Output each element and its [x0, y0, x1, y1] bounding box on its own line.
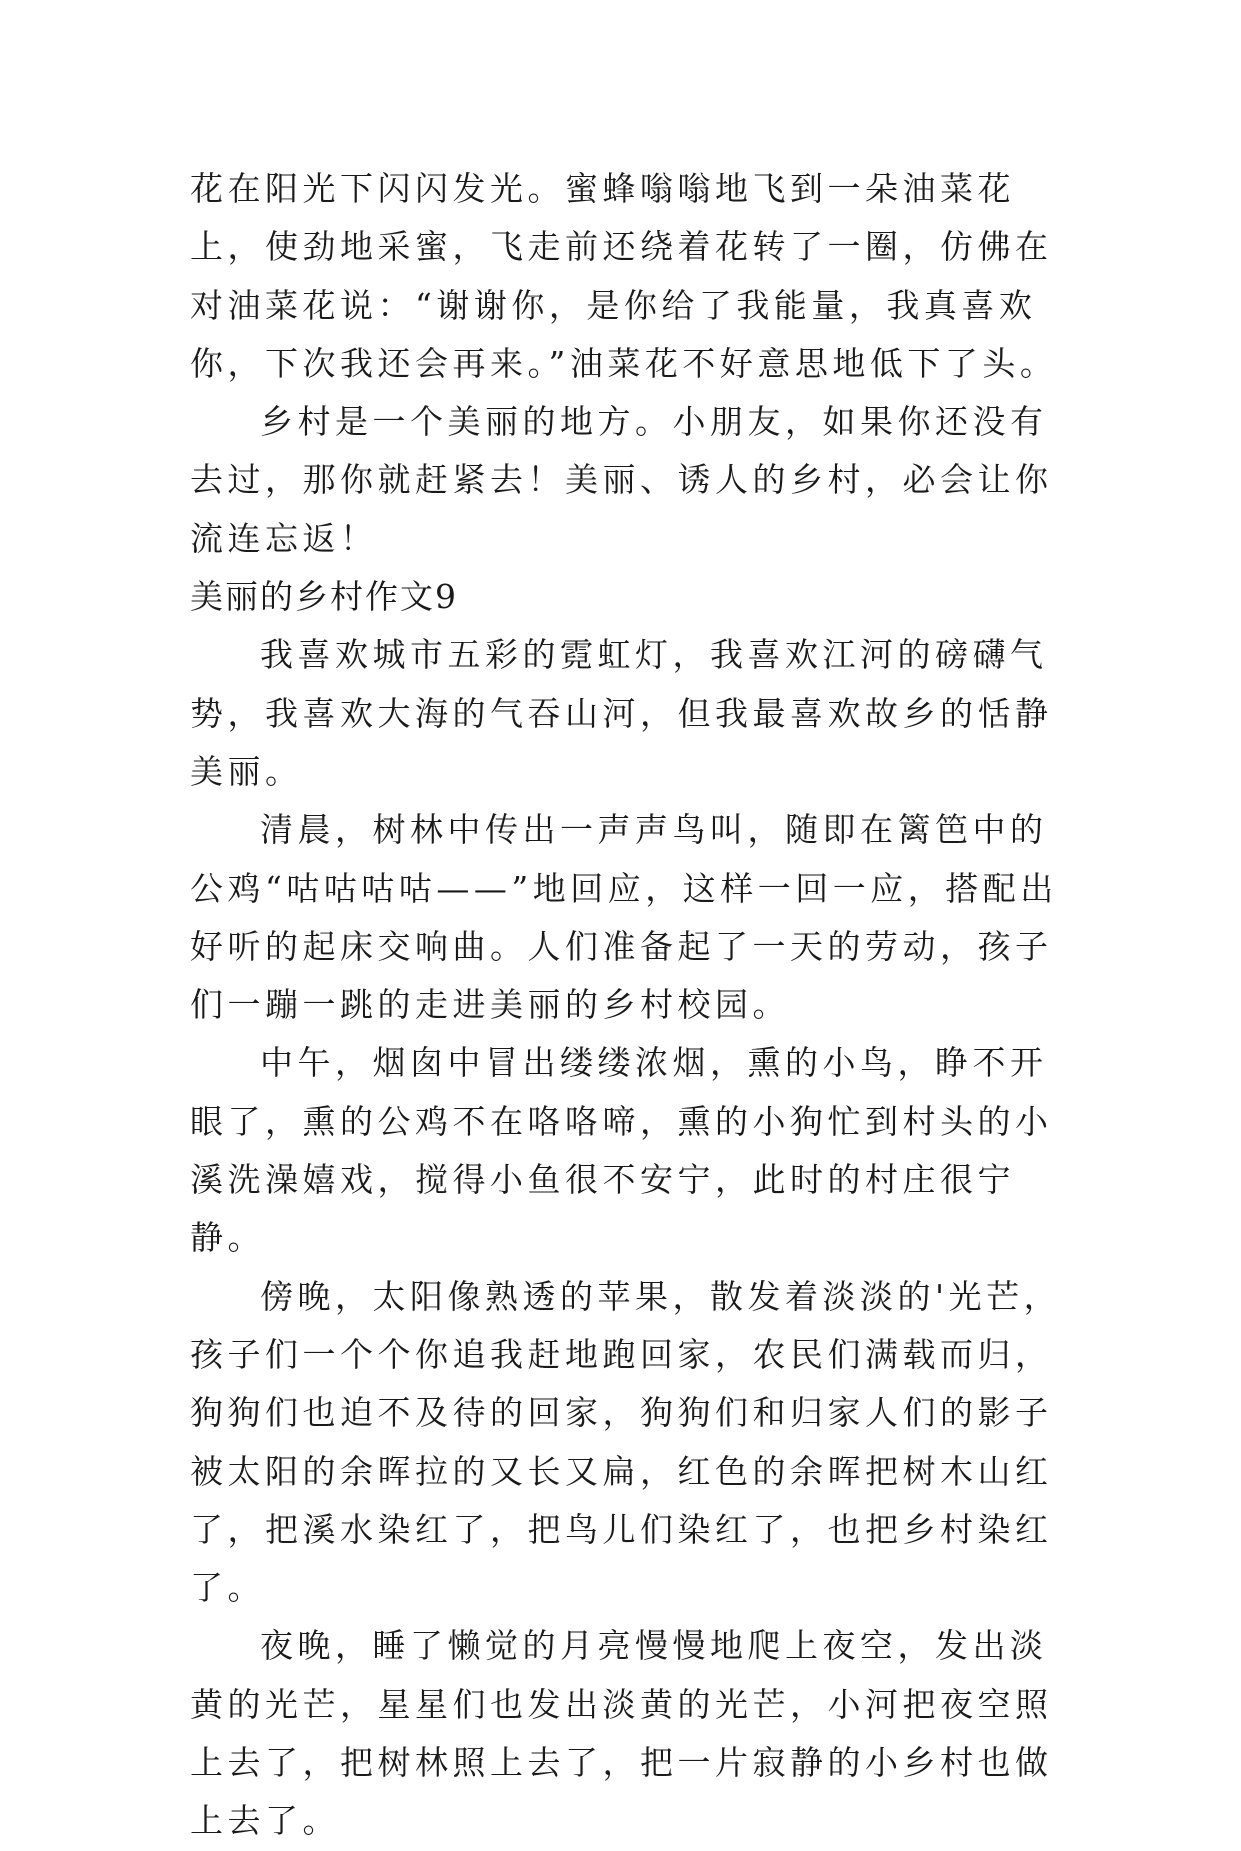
paragraph-conclusion: 乡村是一个美丽的地方。小朋友，如果你还没有去过，那你就赶紧去！美丽、诱人的乡村，必会让你流连忘返！	[190, 402, 1053, 558]
essay-paragraph-morning: 清晨，树林中传出一声声鸟叫，随即在篱笆中的公鸡“咕咕咕咕——”地回应，这样一回一应，搭配出好听的起床交响曲。人们准备起了一天的劳动，孩子们一蹦一跳的走进美丽的乡村校园。	[190, 810, 1058, 1025]
essay-paragraph-evening: 傍晚，太阳像熟透的苹果，散发着淡淡的'光芒，孩子们一个个你追我赶地跑回家，农民们满载而归，狗狗们也迫不及待的回家，狗狗们和归家人们的影子被太阳的余晖拉的又长又扁，红色的余晖把树木山红了，把溪水染红了，把鸟儿们染红了，也把乡村染红了。	[190, 1276, 1062, 1608]
essay-paragraph-noon: 中午，烟囱中冒出缕缕浓烟，熏的小鸟，睁不开眼了，熏的公鸡不在咯咯啼，熏的小狗忙到村头的小溪洗澡嬉戏，搅得小鱼很不安宁，此时的村庄很宁静。	[190, 1043, 1053, 1258]
essay-paragraph-intro: 我喜欢城市五彩的霓虹灯，我喜欢江河的磅礴气势，我喜欢大海的气吞山河，但我最喜欢故乡的恬静美丽。	[190, 635, 1053, 791]
essay-title: 美丽的乡村作文9	[190, 577, 458, 617]
document-page	[190, 160, 1070, 1851]
essay-paragraph-night: 夜晚，睡了懒觉的月亮慢慢地爬上夜空，发出淡黄的光芒，星星们也发出淡黄的光芒，小河把夜空照上去了，把树林照上去了，把一片寂静的小乡村也做上去了。	[190, 1626, 1053, 1841]
paragraph-continued: 花在阳光下闪闪发光。蜜蜂嗡嗡地飞到一朵油菜花上，使劲地采蜜，飞走前还绕着花转了一圈，仿佛在对油菜花说：“谢谢你，是你给了我能量，我真喜欢你，下次我还会再来。”油菜花不好意思地低下了头。	[190, 169, 1058, 383]
